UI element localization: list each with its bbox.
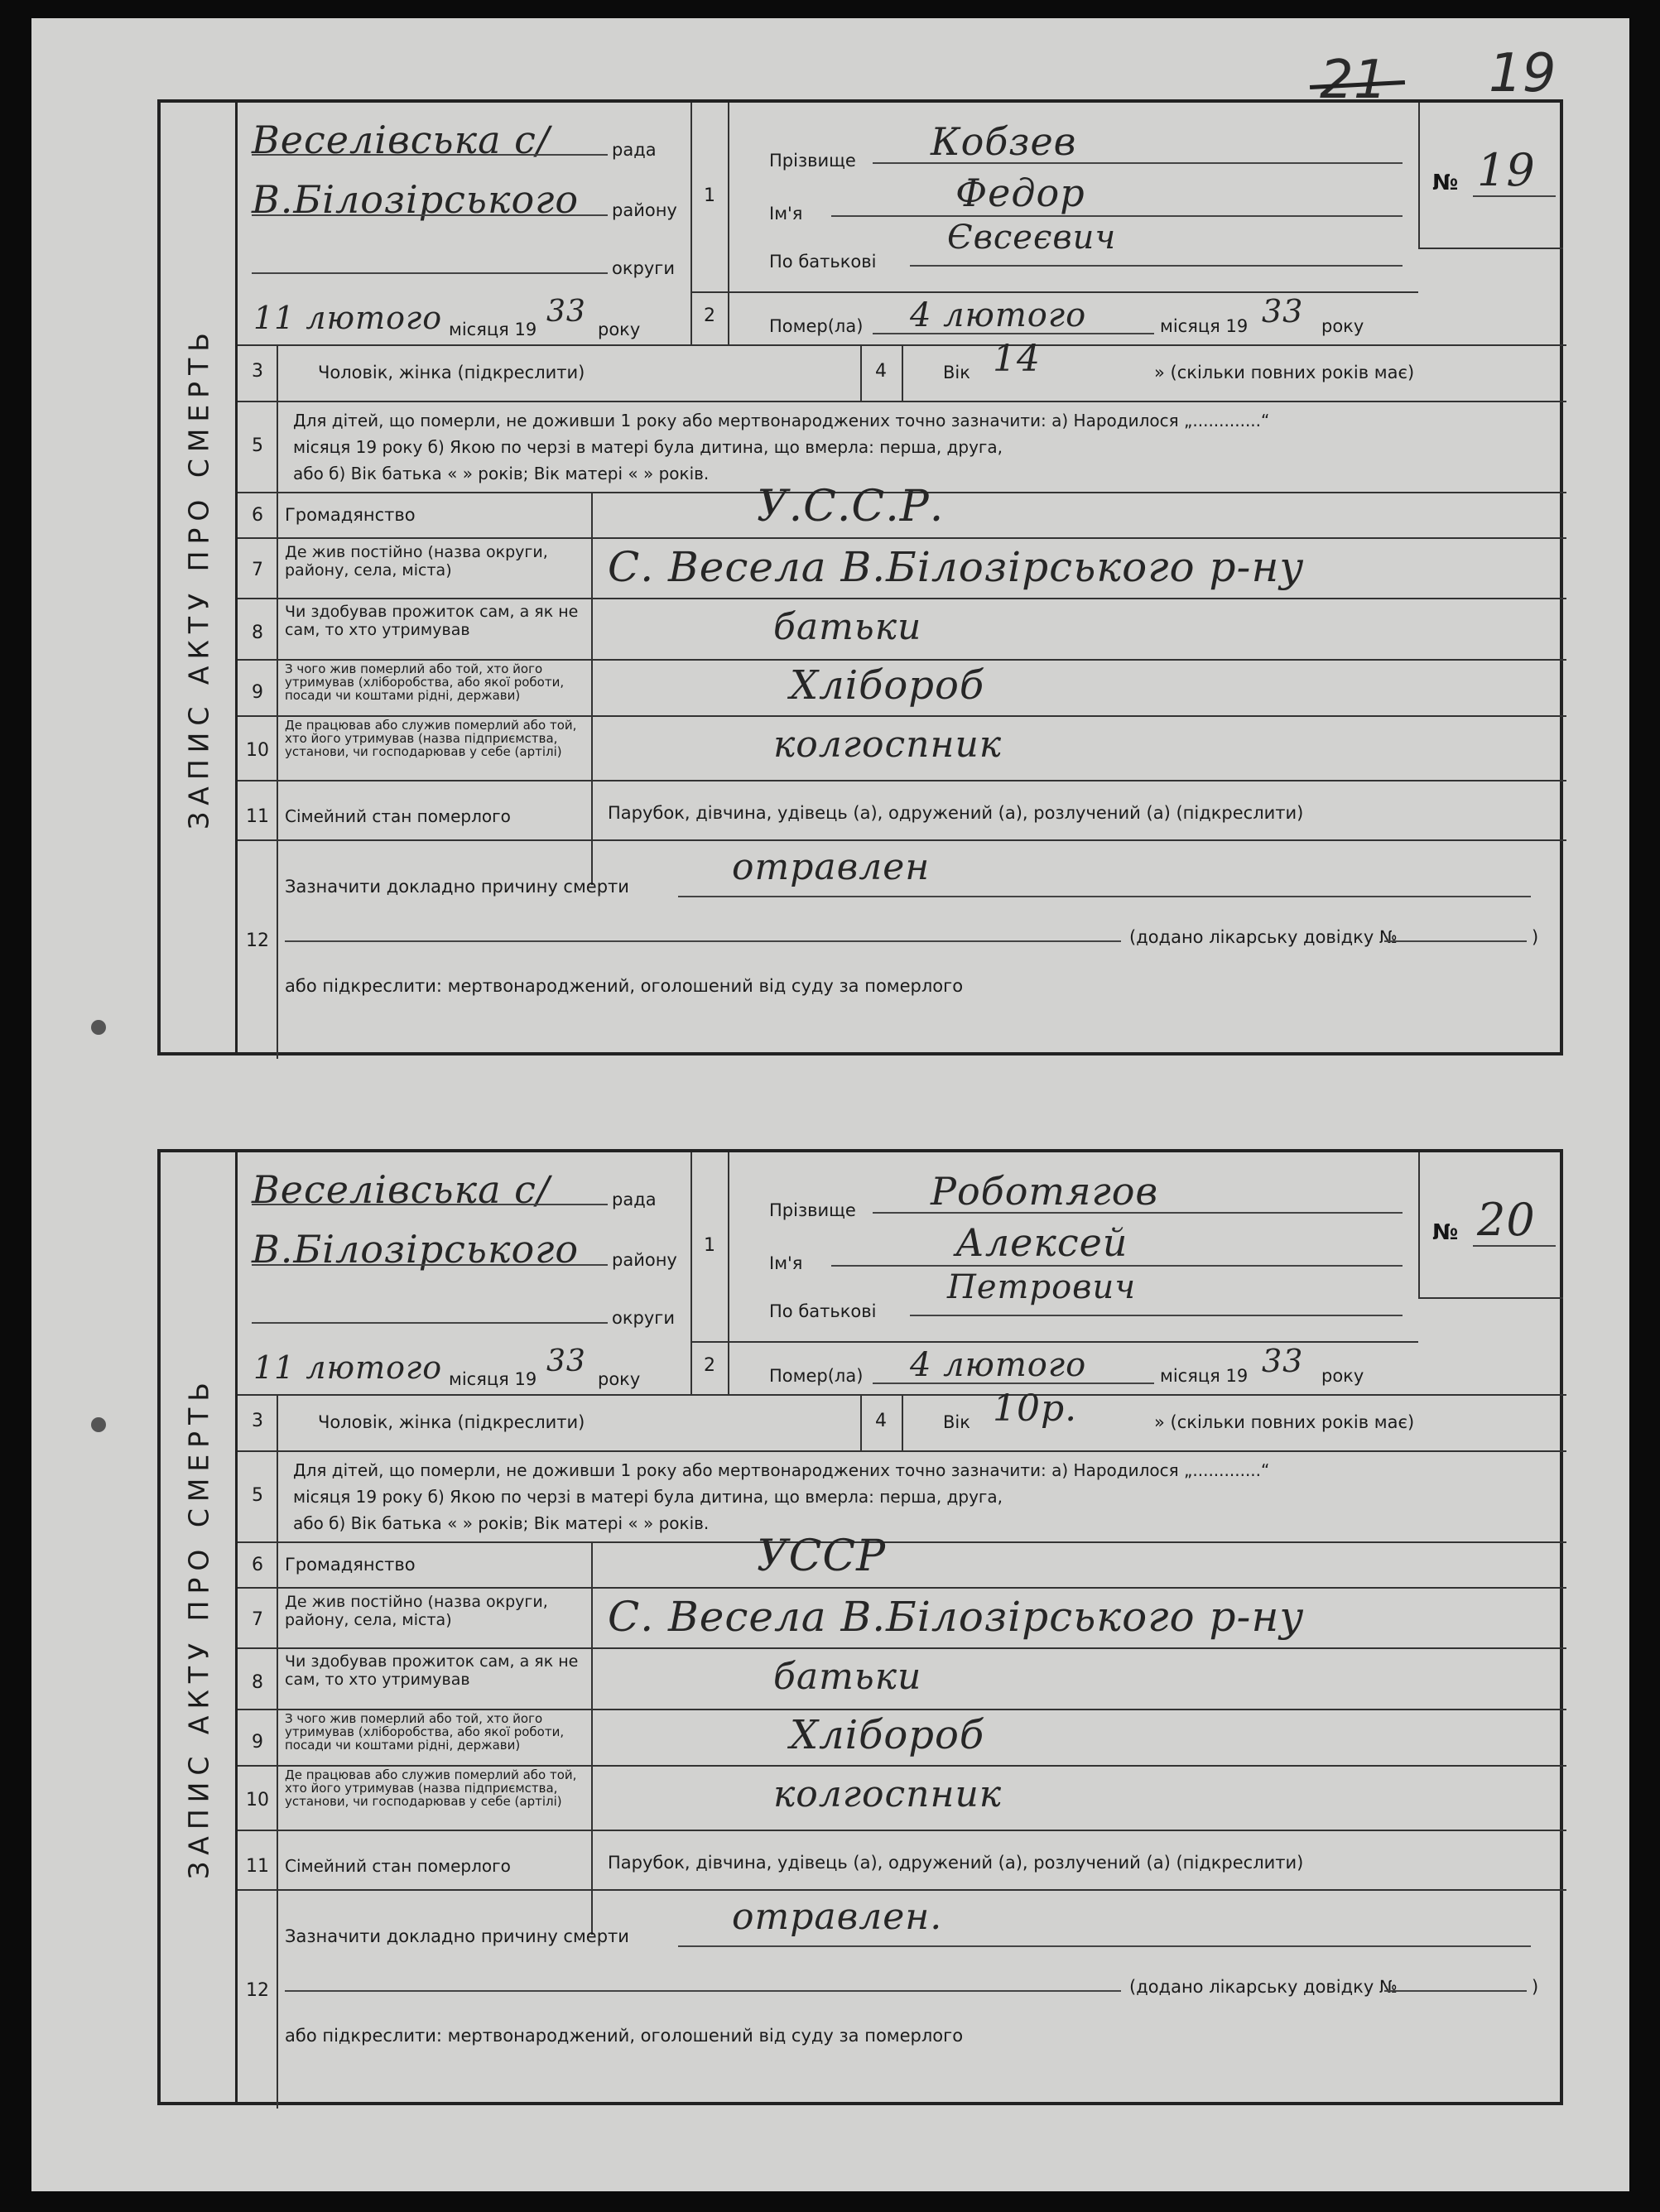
- table-rule-horizontal: [238, 1647, 1566, 1649]
- name-value: Алексей: [955, 1220, 1128, 1265]
- record-number: 19: [1477, 144, 1536, 196]
- marital-label: Сімейний стан померлого: [285, 806, 511, 826]
- table-rule-horizontal: [238, 1450, 1566, 1452]
- table-rule-vertical: [860, 1394, 862, 1450]
- district-label: району: [612, 200, 677, 220]
- fill-in-line: [252, 154, 608, 156]
- council-label: рада: [612, 140, 657, 160]
- livelihood-label: З чого жив померлий або той, хто його утримував (хліборобства, або якої роботи, посади чи коштами рідні, держави): [285, 1711, 565, 1753]
- registration-date: 11 лютого: [253, 1349, 443, 1386]
- death-date: 4 лютого: [910, 1346, 1087, 1384]
- death-month-label: місяця 19: [1160, 1366, 1249, 1386]
- income-value: батьки: [773, 606, 922, 648]
- fill-in-line: [678, 896, 1531, 897]
- children-line-1: Для дітей, що померли, не доживши 1 року або мертвонароджених точно зазначити: а) Народилося „.............“: [293, 1460, 1270, 1480]
- table-rule-vertical: [1418, 103, 1420, 248]
- fill-in-line: [285, 940, 1121, 942]
- fill-in-line: [678, 1945, 1531, 1947]
- death-year: 33: [1262, 1343, 1304, 1379]
- table-rule-vertical: [1418, 1152, 1420, 1297]
- death-record-form-2: [157, 1149, 1563, 2105]
- okruha-label: округи: [612, 1308, 675, 1328]
- fill-in-line: [252, 1322, 608, 1324]
- surname-value: Роботягов: [931, 1169, 1159, 1214]
- certificate-label: (додано лікарську довідку №: [1129, 927, 1398, 947]
- fill-in-line: [285, 1990, 1121, 1992]
- row-number: 1: [704, 1235, 715, 1256]
- citizenship-label: Громадянство: [285, 505, 416, 525]
- table-rule-horizontal: [728, 1341, 1418, 1343]
- surname-value: Кобзев: [931, 119, 1077, 164]
- livelihood-value: Хлібороб: [790, 1712, 985, 1758]
- citizenship-value: У.С.С.Р.: [757, 482, 945, 531]
- certificate-end: ): [1532, 1977, 1539, 1997]
- table-rule-vertical: [902, 1394, 903, 1450]
- table-rule-horizontal: [1418, 1297, 1563, 1299]
- livelihood-label: З чого жив померлий або той, хто його утримував (хліборобства, або якої роботи, посади чи коштами рідні, держави): [285, 661, 565, 703]
- age-value: 10р.: [993, 1387, 1078, 1430]
- surname-label: Прізвище: [769, 1200, 856, 1220]
- table-rule-vertical: [277, 1394, 278, 1709]
- row-number: 7: [252, 1609, 263, 1630]
- stillborn-label: або підкреслити: мертвонароджений, оголошений від суду за померлого: [285, 976, 964, 996]
- district-value: В.Білозірського: [252, 1227, 580, 1272]
- row-number: 11: [246, 1856, 269, 1877]
- table-rule-vertical: [277, 1889, 278, 2109]
- age-note: » (скільки повних років має): [1154, 363, 1415, 382]
- fill-in-line: [1384, 1990, 1527, 1992]
- death-record-form-1: [157, 99, 1563, 1056]
- death-year-label: року: [1321, 1366, 1364, 1386]
- row-number: 3: [252, 1411, 263, 1431]
- patronymic-value: Петрович: [947, 1268, 1137, 1306]
- citizenship-label: Громадянство: [285, 1555, 416, 1575]
- table-rule-horizontal: [690, 291, 728, 293]
- fill-in-line: [873, 162, 1403, 164]
- table-rule-horizontal: [238, 659, 1566, 661]
- age-value: 14: [993, 338, 1041, 380]
- marital-options: Парубок, дівчина, удівець (а), одружений (а), розлучений (а) (підкреслити): [608, 1853, 1304, 1873]
- row-number: 6: [252, 1555, 263, 1575]
- marital-options: Парубок, дівчина, удівець (а), одружений (а), розлучений (а) (підкреслити): [608, 803, 1304, 823]
- fill-in-line: [831, 215, 1403, 217]
- district-value: В.Білозірського: [252, 177, 580, 222]
- residence-label: Де жив постійно (назва округи, району, села, міста): [285, 1593, 548, 1629]
- marital-label: Сімейний стан померлого: [285, 1856, 511, 1876]
- cause-value: отравлен.: [732, 1896, 943, 1938]
- table-rule-horizontal: [238, 1541, 1566, 1543]
- patronymic-label: По батькові: [769, 252, 877, 272]
- fill-in-line: [252, 1204, 608, 1205]
- council-value: Веселівська с/: [252, 1167, 551, 1212]
- citizenship-value: УССР: [757, 1532, 887, 1581]
- row-number: 4: [875, 1411, 887, 1431]
- fill-in-line: [873, 333, 1154, 334]
- certificate-label: (додано лікарську довідку №: [1129, 1977, 1398, 1997]
- row-number: 12: [246, 930, 269, 951]
- income-label: Чи здобував прожиток сам, а як не сам, то хто утримував: [285, 603, 579, 639]
- row-number: 11: [246, 806, 269, 827]
- row-number: 8: [252, 1672, 263, 1693]
- fill-in-line: [252, 272, 608, 274]
- sex-label: Чоловік, жінка (підкреслити): [318, 363, 585, 382]
- table-rule-vertical: [728, 1152, 729, 1394]
- livelihood-value: Хлібороб: [790, 662, 985, 709]
- row-number: 2: [704, 305, 715, 326]
- name-value: Федор: [955, 171, 1085, 215]
- table-rule-horizontal: [238, 1889, 1566, 1891]
- record-number: 20: [1477, 1194, 1536, 1246]
- form-title: ЗАПИС АКТУ ПРО СМЕРТЬ: [182, 1375, 215, 1879]
- row-number: 6: [252, 505, 263, 526]
- patronymic-value: Євсеєвич: [947, 219, 1117, 257]
- fill-in-line: [1473, 195, 1556, 197]
- children-line-3: або б) Вік батька « » років; Вік матері « » років.: [293, 1513, 710, 1533]
- table-rule-horizontal: [238, 1830, 1566, 1831]
- died-label: Помер(ла): [769, 316, 864, 336]
- table-rule-vertical: [277, 344, 278, 659]
- vertical-title-bar: [161, 103, 238, 1052]
- vertical-title-bar: [161, 1152, 238, 2102]
- fill-in-line: [252, 1264, 608, 1266]
- table-rule-horizontal: [690, 1341, 728, 1343]
- table-rule-horizontal: [238, 839, 1566, 841]
- row-number: 7: [252, 560, 263, 580]
- council-value: Веселівська с/: [252, 118, 551, 162]
- record-number-label: №: [1432, 171, 1459, 195]
- fill-in-line: [831, 1265, 1403, 1267]
- record-number-label: №: [1432, 1220, 1459, 1245]
- table-rule-horizontal: [1418, 248, 1563, 249]
- table-rule-horizontal: [238, 401, 1566, 402]
- children-line-1: Для дітей, що померли, не доживши 1 року або мертвонароджених точно зазначити: а) Народилося „.............“: [293, 411, 1270, 430]
- workplace-label: Де працював або служив померлий або той, хто його утримував (назва підприємства, установи, чи господарював у себе (артілі): [285, 718, 577, 759]
- age-label: Вік: [943, 363, 970, 382]
- row-number: 9: [252, 1732, 263, 1753]
- children-line-2: місяця 19 року б) Якою по черзі в матері була дитина, що вмерла: перша, друга,: [293, 1487, 1003, 1507]
- death-year: 33: [1262, 293, 1304, 329]
- registration-year-label: року: [598, 320, 641, 339]
- cause-label: Зазначити докладно причину смерти: [285, 877, 629, 897]
- income-value: батьки: [773, 1656, 922, 1698]
- death-year-label: року: [1321, 316, 1364, 336]
- table-rule-vertical: [690, 103, 692, 344]
- page-number-current: 19: [1489, 43, 1557, 104]
- fill-in-line: [1384, 940, 1527, 942]
- table-rule-horizontal: [238, 780, 1566, 781]
- row-number: 3: [252, 361, 263, 382]
- table-rule-vertical: [860, 344, 862, 401]
- fill-in-line: [873, 1212, 1403, 1214]
- table-rule-vertical: [591, 1541, 593, 1935]
- form-title: ЗАПИС АКТУ ПРО СМЕРТЬ: [182, 325, 215, 830]
- fill-in-line: [910, 1315, 1403, 1316]
- table-rule-vertical: [591, 492, 593, 885]
- fill-in-line: [910, 265, 1403, 267]
- table-rule-horizontal: [238, 1709, 1566, 1710]
- table-rule-horizontal: [238, 715, 1566, 717]
- income-label: Чи здобував прожиток сам, а як не сам, то хто утримував: [285, 1652, 579, 1689]
- children-line-3: або б) Вік батька « » років; Вік матері « » років.: [293, 464, 710, 483]
- residence-value: С. Весела В.Білозірського р-ну: [608, 1593, 1305, 1641]
- age-note: » (скільки повних років має): [1154, 1412, 1415, 1432]
- stillborn-label: або підкреслити: мертвонароджений, оголошений від суду за померлого: [285, 2026, 964, 2046]
- row-number: 1: [704, 185, 715, 206]
- row-number: 10: [246, 740, 269, 761]
- registration-month-label: місяця 19: [449, 320, 537, 339]
- registration-month-label: місяця 19: [449, 1369, 537, 1389]
- name-label: Ім'я: [769, 1253, 803, 1273]
- row-number: 4: [875, 361, 887, 382]
- workplace-label: Де працював або служив померлий або той, хто його утримував (назва підприємства, установи, чи господарював у себе (артілі): [285, 1767, 577, 1809]
- table-rule-horizontal: [238, 537, 1566, 539]
- death-date: 4 лютого: [910, 296, 1087, 334]
- death-month-label: місяця 19: [1160, 316, 1249, 336]
- children-line-2: місяця 19 року б) Якою по черзі в матері була дитина, що вмерла: перша, друга,: [293, 437, 1003, 457]
- table-rule-vertical: [690, 1152, 692, 1394]
- registration-year: 33: [546, 1344, 586, 1378]
- name-label: Ім'я: [769, 204, 803, 224]
- patronymic-label: По батькові: [769, 1301, 877, 1321]
- cause-value: отравлен: [732, 846, 931, 888]
- died-label: Помер(ла): [769, 1366, 864, 1386]
- council-label: рада: [612, 1190, 657, 1209]
- binding-hole: [91, 1417, 106, 1432]
- row-number: 5: [252, 1485, 263, 1506]
- district-label: району: [612, 1250, 677, 1270]
- table-rule-vertical: [277, 839, 278, 1059]
- registration-date: 11 лютого: [253, 300, 443, 336]
- age-label: Вік: [943, 1412, 970, 1432]
- workplace-value: колгоспник: [773, 724, 1003, 766]
- registration-year: 33: [546, 295, 586, 329]
- row-number: 2: [704, 1355, 715, 1376]
- table-rule-horizontal: [238, 1765, 1566, 1767]
- registration-year-label: року: [598, 1369, 641, 1389]
- residence-label: Де жив постійно (назва округи, району, села, міста): [285, 543, 548, 579]
- row-number: 8: [252, 623, 263, 643]
- certificate-end: ): [1532, 927, 1539, 947]
- surname-label: Прізвище: [769, 151, 856, 171]
- row-number: 5: [252, 435, 263, 456]
- okruha-label: округи: [612, 258, 675, 278]
- table-rule-vertical: [902, 344, 903, 401]
- cause-label: Зазначити докладно причину смерти: [285, 1926, 629, 1946]
- table-rule-horizontal: [728, 291, 1418, 293]
- table-rule-horizontal: [238, 1587, 1566, 1589]
- table-rule-vertical: [728, 103, 729, 344]
- binding-hole: [91, 1020, 106, 1035]
- row-number: 9: [252, 682, 263, 703]
- row-number: 12: [246, 1980, 269, 2001]
- table-rule-horizontal: [238, 598, 1566, 599]
- fill-in-line: [873, 1382, 1154, 1384]
- residence-value: С. Весела В.Білозірського р-ну: [608, 543, 1305, 591]
- page-number-struck: 21: [1320, 50, 1388, 111]
- row-number: 10: [246, 1790, 269, 1810]
- workplace-value: колгоспник: [773, 1773, 1003, 1815]
- sex-label: Чоловік, жінка (підкреслити): [318, 1412, 585, 1432]
- fill-in-line: [1473, 1245, 1556, 1247]
- fill-in-line: [252, 214, 608, 216]
